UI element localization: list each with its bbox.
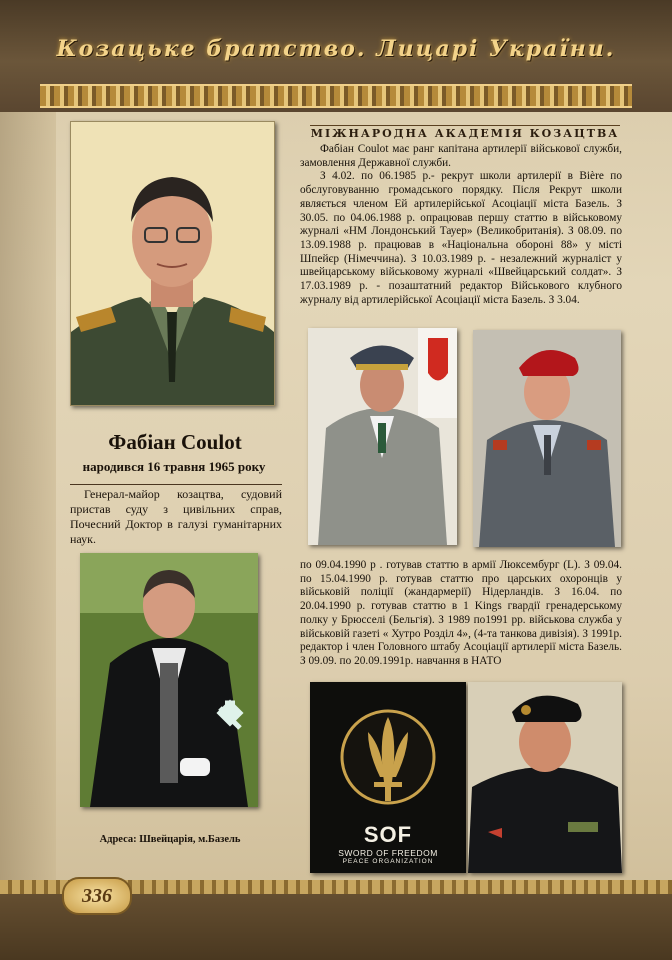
left-border [0, 104, 56, 884]
section-heading: МІЖНАРОДНА АКАДЕМІЯ КОЗАЦТВА [310, 127, 620, 140]
sof-org: PEACE ORGANIZATION [342, 858, 434, 865]
grey-uniform-photo [308, 328, 457, 545]
address: Адреса: Швейцарія, м.Базель [99, 834, 241, 845]
sof-logo [310, 682, 466, 873]
bio-paragraph: Фабіан Coulot має ранг капітана артилерії військової служби, замовлення Державної служби. [300, 143, 622, 169]
bio-text-part1 [300, 143, 622, 307]
bio-text-part2: по 09.04.1990 р . готував статтю в армії Люксембург (L). З 09.04. по 15.04.1990 р. готував статтю про царських охоронців у військовій поліції (жандармерії) Нідерландів. З 16.04. по 20.04.1990 р. готував статтю в 1 Kings гвардії гренадерському полку у Брюсселі (Бельгія). З 1989 по1991 рр. військова служба у військовій газеті « Хутро Розділ 4», (4-та танкова дивізія). З 1991р. редактор і член Головного штабу Асоціації артилерії міста Базель. З 09.09. по 20.09.1991р. навчання в НАТО [300, 559, 622, 667]
sof-abbr: SOF [363, 822, 413, 847]
person-name: Фабіан Coulot [108, 430, 242, 454]
header-ornament [40, 84, 632, 108]
sof-caption [310, 822, 466, 865]
sof-full: SWORD OF FREEDOM [338, 848, 438, 858]
beret-photo [473, 330, 621, 547]
birth-date: народився 16 травня 1965 року [82, 459, 266, 474]
page-header [0, 0, 672, 112]
book-title: Козацьке братство. Лицарі України. [56, 36, 616, 62]
person-titles: Генерал-майор козацтва, судовий пристав суду з цивільних справ, Почесний Доктор в галузі гуманітарних наук. [70, 484, 282, 547]
bio-paragraph: З 4.02. по 06.1985 р.- рекрут школи артилерії в Bière по обслуговуванню громадського порядку. Після Рекрут школи являється членом Ей артилерійської Асоціації міста Базель. З 30.05. по 04.06.1988 р. опрацював першу статтю в військовому журналі «НМ Лондонський Тауер» (Великобританія). З 08.09. по 13.09.1988 р. працював в «Національна обороні 88» у місті Шпейєр (Німеччина). З 10.03.1989 р. - незалежний журналіст у швейцарському військовому журналі «Швейцарський солдат». З 17.03.1989 р. - позаштатний редактор Військового клубного журналу від артилерійської Асоціації міста Базель. З 3.04. [300, 170, 622, 306]
cloak-photo [80, 553, 258, 807]
page-number: 336 [62, 877, 132, 915]
portrait-photo [70, 121, 275, 406]
black-uniform-photo [468, 682, 622, 873]
